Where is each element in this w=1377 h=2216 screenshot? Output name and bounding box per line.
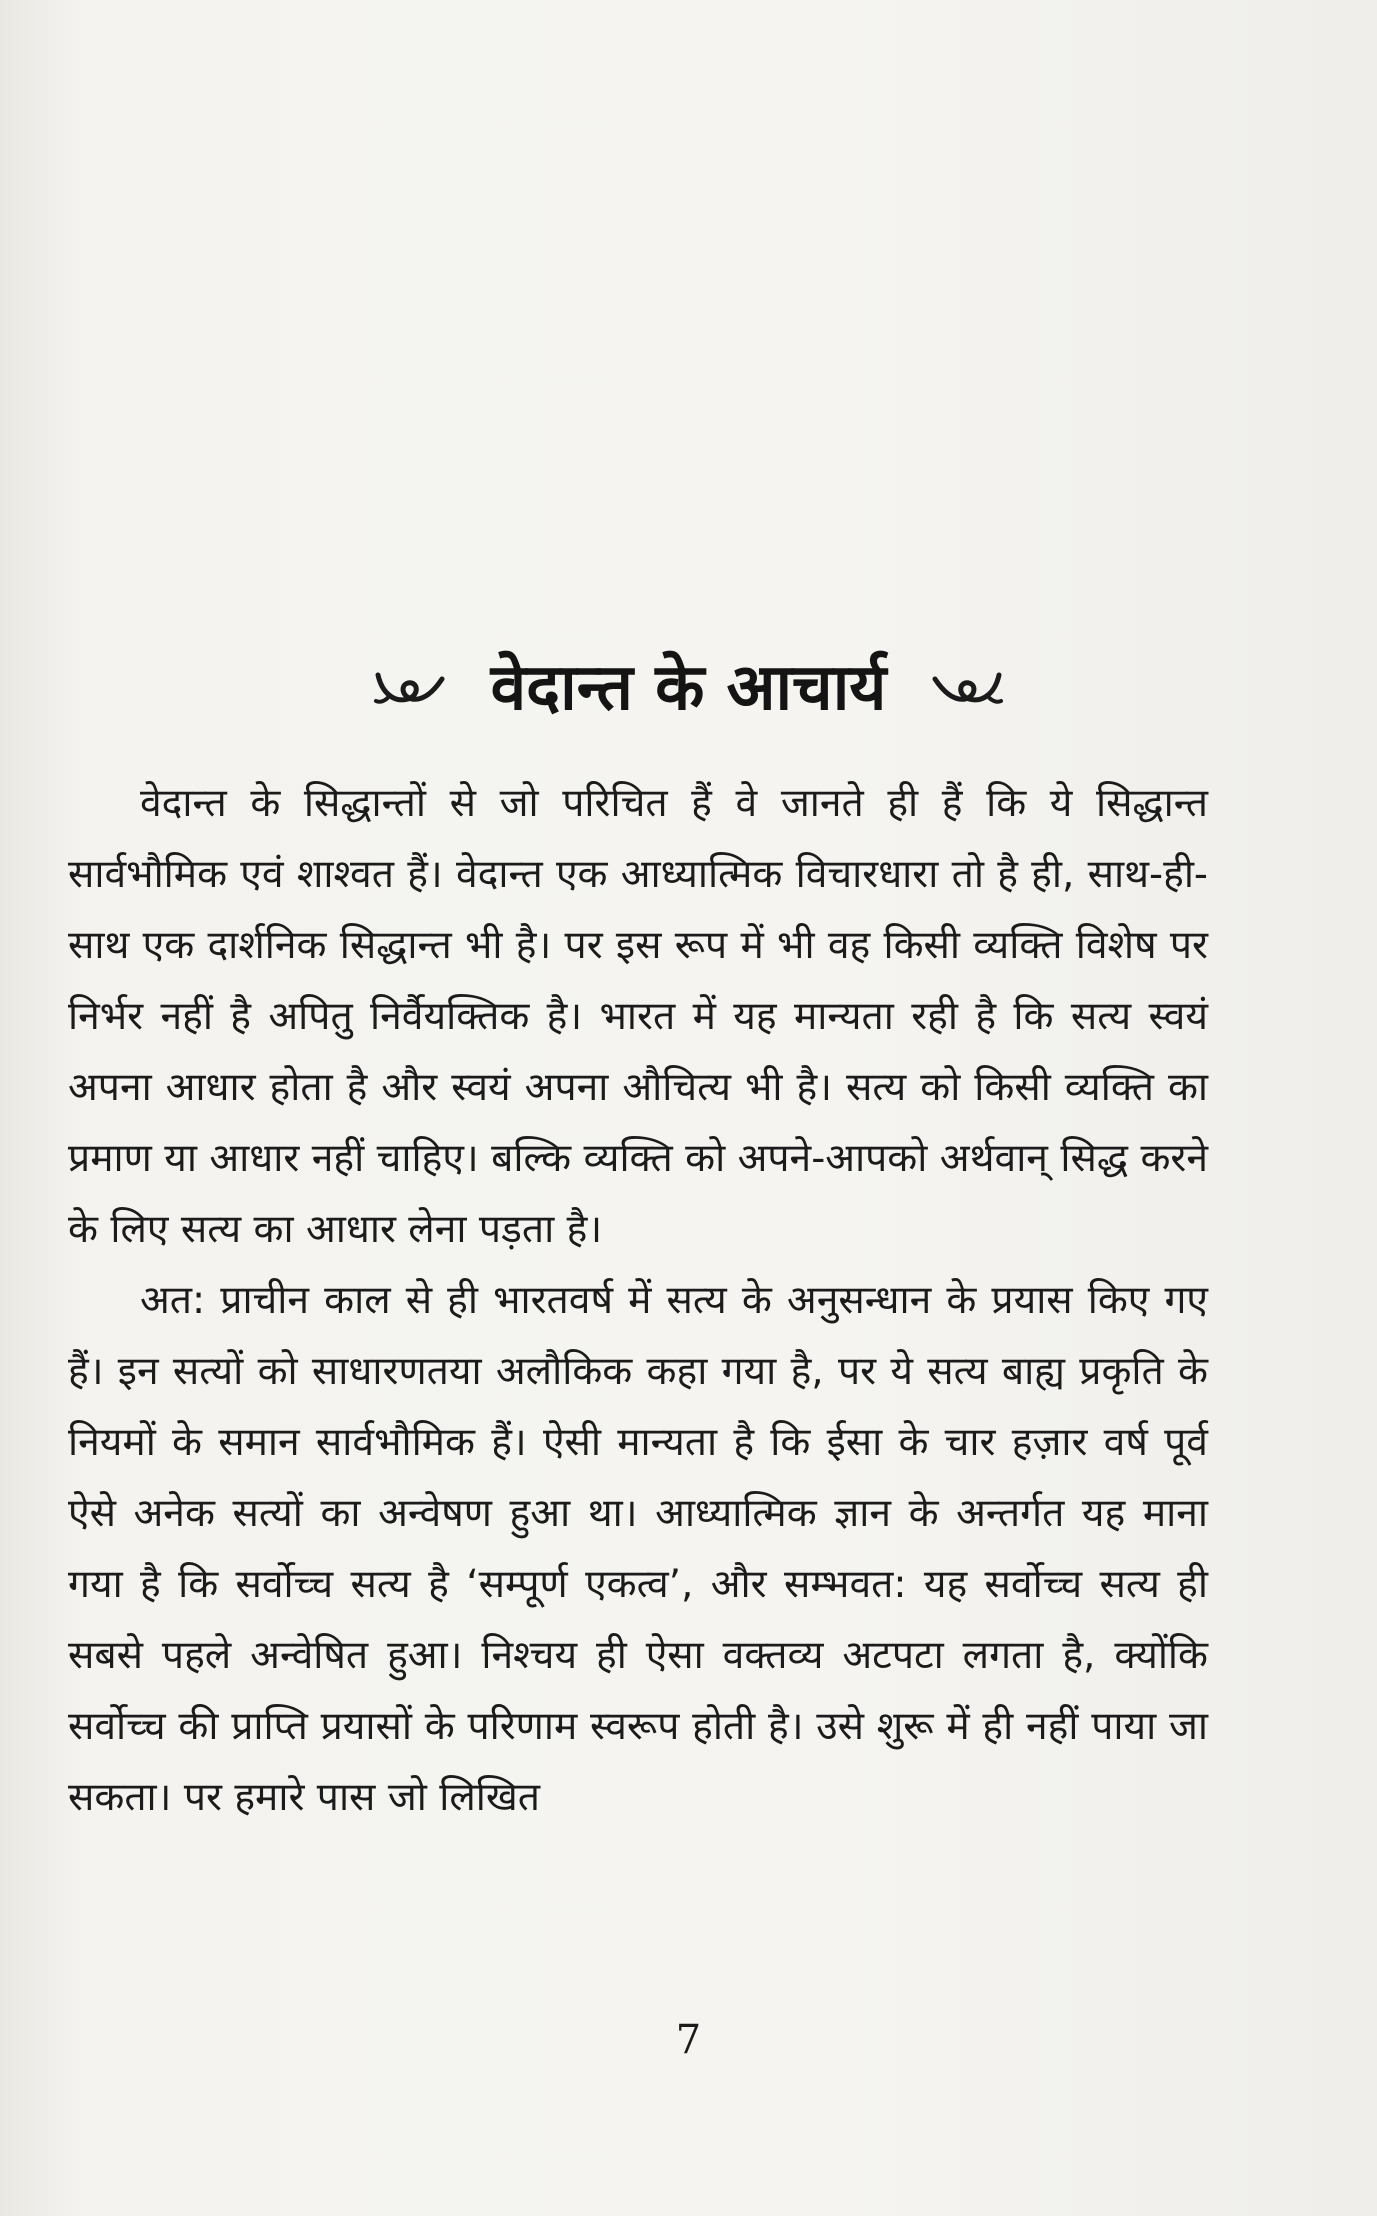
page-number: 7 [675,2017,702,2063]
paragraph-1: वेदान्त के सिद्धान्तों से जो परिचित हैं वे जानते ही हैं कि ये सिद्धान्त सार्वभौमिक एवं शाश्वत हैं। वेदान्त एक आध्यात्मिक विचारधारा तो है ही, साथ-ही-साथ एक दार्शनिक सिद्धान्त भी है। पर इस रूप में भी वह किसी व्यक्ति विशेष पर निर्भर नहीं है अपितु निर्वैयक्तिक है। भारत में यह मान्यता रही है कि सत्य स्वयं अपना आधार होता है और स्वयं अपना औचित्य भी है। सत्य को किसी व्यक्ति का प्रमाण या आधार नहीं चाहिए। बल्कि व्यक्ति को अपने-आपको अर्थवान् सिद्ध करने के लिए सत्य का आधार लेना पड़ता है। [68,781,1208,1252]
chapter-title: वेदान्त के आचार्य [490,651,887,726]
left-ornament-icon [372,665,450,711]
right-ornament-icon [927,665,1005,711]
chapter-heading [0,640,1377,733]
paragraph-2: अत: प्राचीन काल से ही भारतवर्ष में सत्य के अनुसन्धान के प्रयास किए गए हैं। इन सत्यों को साधारणतया अलौकिक कहा गया है, पर ये सत्य बाह्य प्रकृति के नियमों के समान सार्वभौमिक हैं। ऐसी मान्यता है कि ईसा के चार हज़ार वर्ष पूर्व ऐसे अनेक सत्यों का अन्वेषण हुआ था। आध्यात्मिक ज्ञान के अन्तर्गत यह माना गया है कि सर्वोच्च सत्य है ‘सम्पूर्ण एकत्व’, और सम्भवत: यह सर्वोच्च सत्य ही सबसे पहले अन्वेषित हुआ। निश्चय ही ऐसा वक्तव्य अटपटा लगता है, क्योंकि सर्वोच्च की प्राप्ति प्रयासों के परिणाम स्वरूप होती है। उसे शुरू में ही नहीं पाया जा सकता। पर हमारे पास जो लिखित [68,1278,1208,1820]
body-text [68,768,1208,1833]
